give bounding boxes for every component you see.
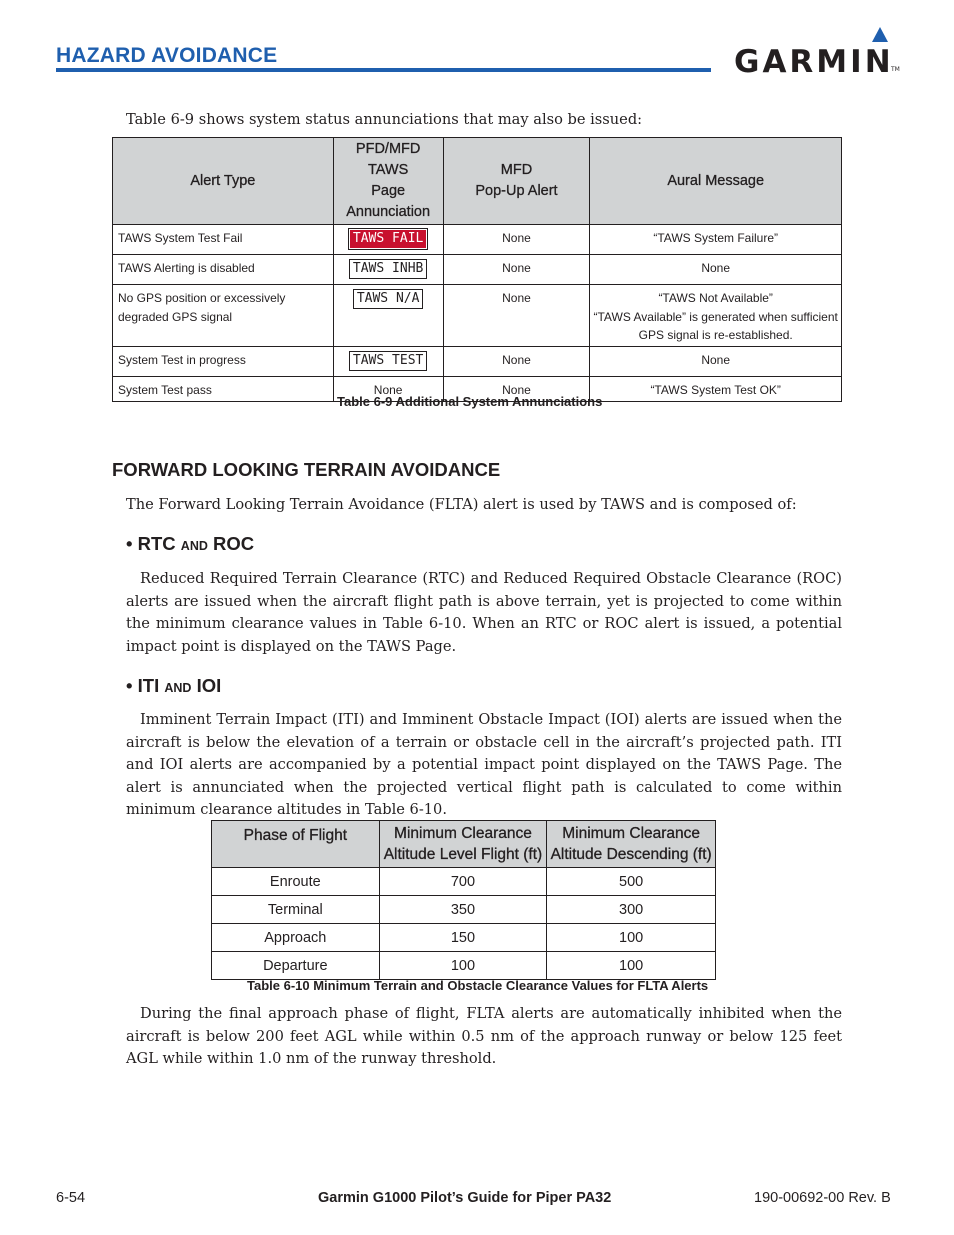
trademark-mark: TM	[891, 66, 900, 73]
aural-cell	[590, 285, 842, 347]
col-descending-line: Minimum Clearance	[562, 825, 701, 842]
table-6-9	[112, 137, 842, 402]
iti-term: ITI	[137, 675, 165, 696]
col-popup-line: MFD	[500, 162, 533, 178]
rtc-term: RTC	[137, 533, 181, 554]
bullet: •	[126, 675, 138, 696]
table-row	[113, 225, 842, 255]
roc-term: ROC	[207, 533, 255, 554]
section-title: HAZARD AVOIDANCE	[56, 44, 278, 67]
and-word: AND	[164, 681, 192, 695]
aural-line: “TAWS Not Available”	[658, 291, 773, 305]
descending-cell: 100	[547, 924, 716, 952]
taws-test-annunciation: TAWS TEST	[349, 351, 427, 371]
col-alert-type: Alert Type	[113, 138, 334, 225]
annunciation-cell	[333, 347, 443, 377]
document-number: 190-00692-00 Rev. B	[754, 1190, 891, 1206]
annunciation-cell: None	[333, 377, 443, 402]
phase-cell: Enroute	[212, 868, 380, 896]
aural-cell: “TAWS System Test OK”	[590, 377, 842, 402]
iti-ioi-heading	[126, 675, 221, 697]
col-popup-line: Pop-Up Alert	[475, 183, 558, 199]
table-row	[113, 255, 842, 285]
popup-cell: None	[443, 285, 590, 347]
alert-type-cell: System Test pass	[113, 377, 334, 402]
annunciation-cell	[333, 255, 443, 285]
table-row	[212, 924, 716, 952]
col-annunciation	[333, 138, 443, 225]
table-row	[212, 868, 716, 896]
alert-type-cell: System Test in progress	[113, 347, 334, 377]
table-row	[113, 285, 842, 347]
intro-text: Table 6-9 shows system status annunciations that may also be issued:	[126, 111, 643, 128]
iti-ioi-text: Imminent Terrain Impact (ITI) and Imminent Obstacle Impact (IOI) alerts are issued when the aircraft is below the elevation of a terrain or obstacle cell in the aircraft’s projected path. ITI and IOI alerts are accompanied by a potential impact point displayed on the TAWS Page. The alert is annunciated when the projected vertical flight path is calculated to come within minimum clearance altitudes in Table 6-10.	[126, 711, 842, 819]
table-row	[212, 896, 716, 924]
descending-cell: 300	[547, 896, 716, 924]
annunciation-cell	[333, 225, 443, 255]
descending-cell: 100	[547, 952, 716, 980]
popup-cell: None	[443, 255, 590, 285]
phase-cell: Terminal	[212, 896, 380, 924]
aural-cell: None	[590, 347, 842, 377]
rtc-roc-text: Reduced Required Terrain Clearance (RTC) and Reduced Required Obstacle Clearance (ROC) alerts are issued when the aircraft flight path is above terrain, yet is projected to come within the minimum clearance values in Table 6-10. When an RTC or ROC alert is issued, a potential impact point is displayed on the TAWS Page.	[126, 570, 842, 655]
level-flight-cell: 350	[379, 896, 547, 924]
table-6-10	[211, 820, 716, 980]
footer-title: Garmin G1000 Pilot’s Guide for Piper PA32	[318, 1190, 612, 1206]
popup-cell: None	[443, 225, 590, 255]
garmin-logo: GARMIN	[734, 44, 894, 80]
table-6-9-caption: Table 6-9 Additional System Annunciations	[337, 394, 603, 409]
table-row	[212, 952, 716, 980]
aural-cell: None	[590, 255, 842, 285]
rtc-roc-heading	[126, 533, 254, 555]
level-flight-cell: 100	[379, 952, 547, 980]
taws-inhb-annunciation: TAWS INHB	[349, 259, 427, 279]
col-descending	[547, 821, 716, 868]
table-header-row	[212, 821, 716, 868]
phase-cell: Departure	[212, 952, 380, 980]
taws-fail-annunciation: TAWS FAIL	[349, 229, 427, 249]
flta-heading: FORWARD LOOKING TERRAIN AVOIDANCE	[112, 459, 501, 480]
table-6-10-caption: Table 6-10 Minimum Terrain and Obstacle Clearance Values for FLTA Alerts	[247, 978, 709, 993]
col-level-flight	[379, 821, 547, 868]
col-level-flight-line: Altitude Level Flight (ft)	[383, 846, 543, 863]
col-phase: Phase of Flight	[212, 821, 380, 868]
descending-cell: 500	[547, 868, 716, 896]
alert-type-cell: TAWS Alerting is disabled	[113, 255, 334, 285]
aural-cell: “TAWS System Failure”	[590, 225, 842, 255]
col-annunciation-line: PFD/MFD TAWS	[355, 141, 421, 178]
closing-text: During the final approach phase of flight, FLTA alerts are automatically inhibited when the aircraft is below 200 feet AGL while within 0.5 nm of the approach runway or below 125 feet AGL while within 1.0 nm of the runway threshold.	[126, 1005, 842, 1068]
aural-line: “TAWS Available” is generated when sufficient	[593, 309, 838, 324]
ioi-term: IOI	[191, 675, 222, 696]
bullet: •	[126, 533, 138, 554]
level-flight-cell: 150	[379, 924, 547, 952]
col-annunciation-line: Page	[371, 183, 406, 199]
flta-intro: The Forward Looking Terrain Avoidance (FLTA) alert is used by TAWS and is composed of:	[126, 496, 797, 513]
col-popup	[443, 138, 590, 225]
col-aural: Aural Message	[590, 138, 842, 225]
and-word: AND	[180, 539, 208, 553]
aural-line: GPS signal is re-established.	[638, 328, 793, 342]
col-descending-line: Altitude Descending (ft)	[550, 846, 712, 863]
popup-cell: None	[443, 347, 590, 377]
alert-type-cell: TAWS System Test Fail	[113, 225, 334, 255]
table-row	[113, 347, 842, 377]
col-level-flight-line: Minimum Clearance	[394, 825, 532, 842]
level-flight-cell: 700	[379, 868, 547, 896]
col-annunciation-line: Annunciation	[346, 204, 431, 220]
alert-type-cell: No GPS position or excessively degraded GPS signal	[113, 285, 334, 347]
table-header-row	[113, 138, 842, 225]
header-rule	[56, 68, 711, 72]
garmin-triangle-icon	[872, 27, 888, 42]
phase-cell: Approach	[212, 924, 380, 952]
popup-cell: None	[443, 377, 590, 402]
page-number: 6-54	[56, 1190, 86, 1206]
annunciation-cell	[333, 285, 443, 347]
taws-na-annunciation: TAWS N/A	[353, 289, 424, 309]
